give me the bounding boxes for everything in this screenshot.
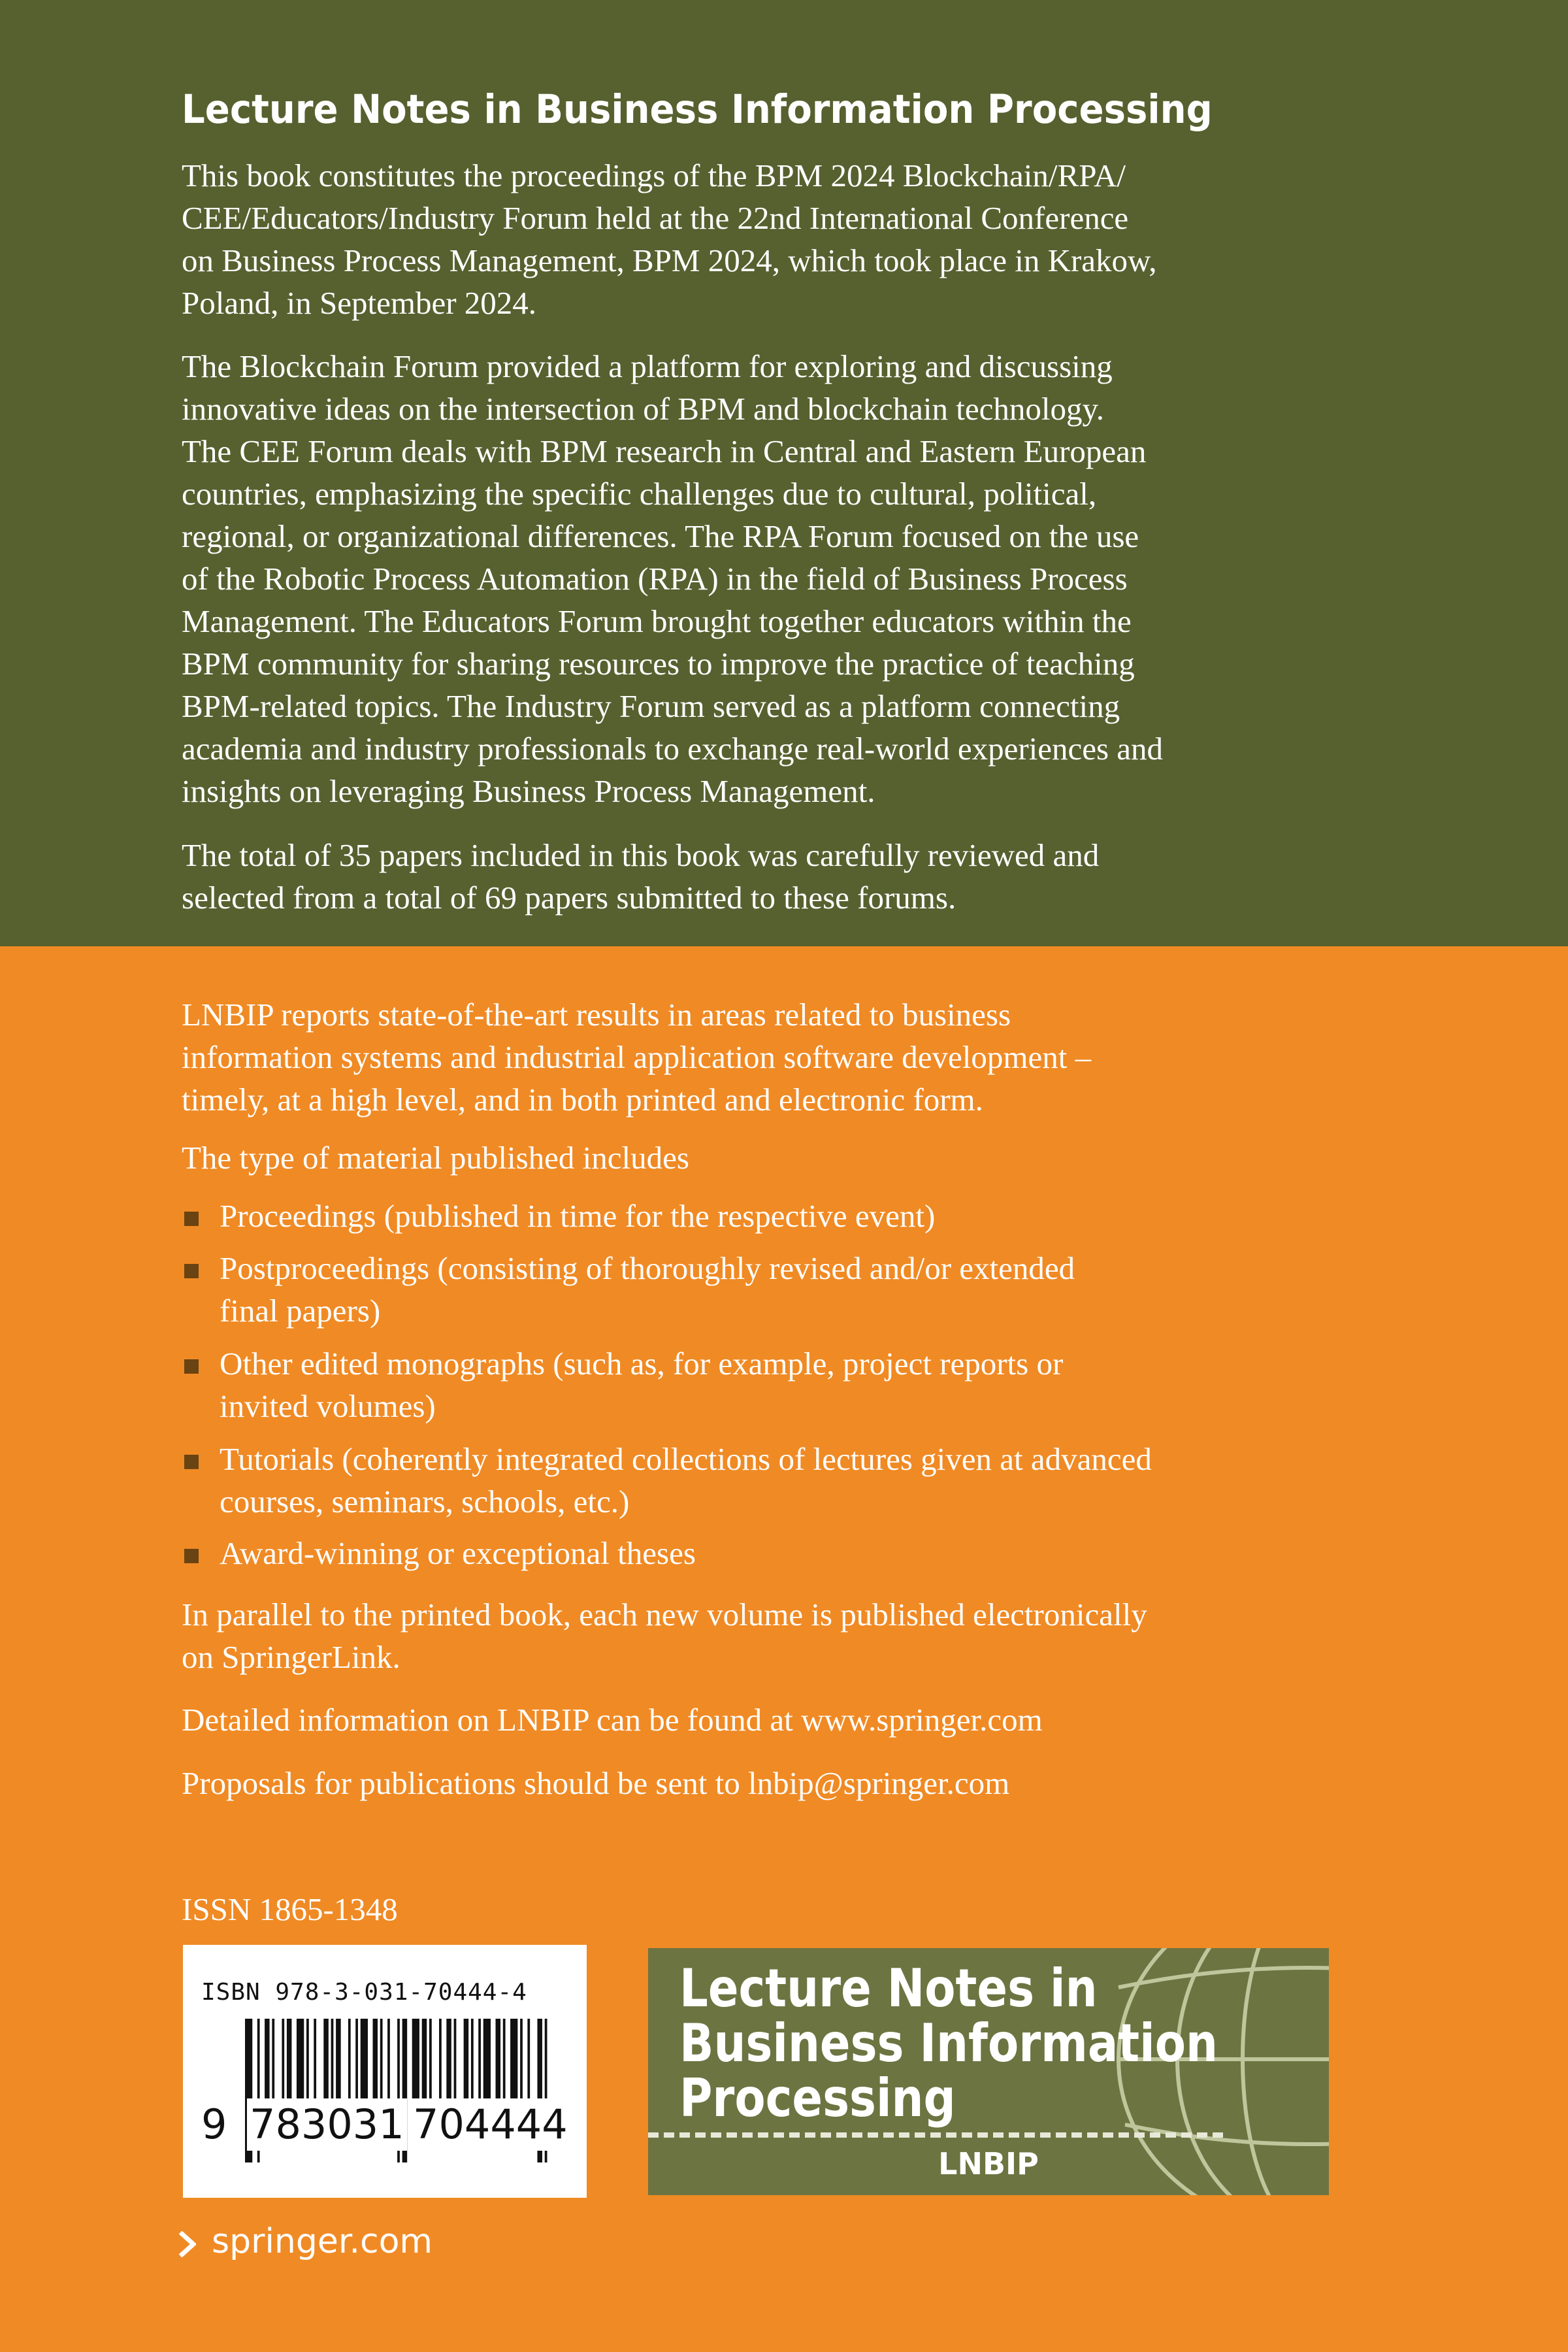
- barcode-bar: [412, 2019, 419, 2104]
- list-item-text: invited volumes): [220, 1388, 436, 1424]
- issn: ISSN 1865-1348: [182, 1891, 398, 1927]
- summary-paragraph-line: BPM-related topics. The Industry Forum served as a platform connecting: [182, 688, 1120, 724]
- ean-digits: [201, 2098, 580, 2151]
- logo-divider: [648, 2132, 1223, 2138]
- summary-paragraph-line: The CEE Forum deals with BPM research in Central and Eastern European: [182, 433, 1147, 469]
- springer-link-label: springer.com: [212, 2222, 433, 2261]
- summary-paragraph-line: innovative ideas on the intersection of BPM and blockchain technology.: [182, 391, 1105, 427]
- summary-paragraph-line: The total of 35 papers included in this book was carefully reviewed and: [182, 837, 1100, 873]
- electronic-publication-line: In parallel to the printed book, each new volume is published electronically: [182, 1597, 1147, 1632]
- barcode-bar: [471, 2019, 474, 2104]
- square-bullet-icon: [184, 1359, 199, 1374]
- barcode-bar: [454, 2019, 457, 2104]
- ean-right-group: 704444: [410, 2098, 570, 2151]
- logo-title: Lecture Notes in Business Information Processing: [679, 1958, 1218, 2128]
- summary-paragraph-line: selected from a total of 69 papers submitted to these forums.: [182, 880, 956, 916]
- barcode-bar: [429, 2019, 432, 2104]
- barcode-bar: [439, 2019, 442, 2104]
- series-intro-line: LNBIP reports state-of-the-art results in areas related to business: [182, 997, 1011, 1033]
- barcode-bar: [361, 2019, 368, 2104]
- logo-abbreviation: LNBIP: [938, 2146, 1039, 2181]
- barcode-bar: [306, 2019, 309, 2104]
- square-bullet-icon: [184, 1212, 199, 1226]
- barcode-bar: [478, 2019, 481, 2104]
- proposals-info: Proposals for publications should be sent to lnbip@springer.com: [182, 1765, 1010, 1801]
- material-heading: The type of material published includes: [182, 1140, 689, 1176]
- barcode-bar: [297, 2019, 304, 2104]
- summary-paragraph-line: Poland, in September 2024.: [182, 285, 537, 321]
- barcode-bar: [510, 2019, 517, 2104]
- list-item: [182, 1247, 1358, 1332]
- barcode-bar: [422, 2019, 427, 2104]
- barcode-bar: [355, 2019, 358, 2104]
- barcode-bar: [483, 2019, 491, 2104]
- summary-paragraph-line: academia and industry professionals to exchange real-world experiences and: [182, 731, 1164, 767]
- barcode-bar: [464, 2019, 469, 2104]
- isbn-number: ISBN 978-3-031-70444-4: [201, 1979, 527, 2006]
- barcode-bar: [503, 2019, 506, 2104]
- detailed-info: Detailed information on LNBIP can be found at www.springer.com: [182, 1702, 1043, 1738]
- list-item-text: Tutorials (coherently integrated collections of lectures given at advanced: [220, 1441, 1152, 1477]
- isbn-barcode: [183, 1945, 587, 2198]
- list-item: [182, 1342, 1358, 1427]
- summary-paragraph-line: countries, emphasizing the specific challenges due to cultural, political,: [182, 476, 1097, 512]
- barcode-bar: [282, 2019, 284, 2104]
- electronic-publication-line: on SpringerLink.: [182, 1639, 400, 1675]
- summary-paragraph-line: CEE/Educators/Industry Forum held at the 22nd International Conference: [182, 200, 1129, 236]
- summary-paragraph-line: on Business Process Management, BPM 2024, which took place in Krakow,: [182, 242, 1157, 278]
- barcode-bar: [272, 2019, 274, 2104]
- summary-paragraph-line: insights on leveraging Business Process Management.: [182, 773, 875, 809]
- list-item-text: Postproceedings (consisting of thoroughly revised and/or extended: [220, 1250, 1075, 1286]
- summary-paragraph-line: This book constitutes the proceedings of the BPM 2024 Blockchain/RPA/: [182, 157, 1126, 193]
- series-intro-line: information systems and industrial application software development –: [182, 1039, 1092, 1075]
- summary-paragraph-line: Management. The Educators Forum brought together educators within the: [182, 603, 1132, 639]
- barcode-bar: [446, 2019, 451, 2104]
- barcode-bar: [331, 2019, 334, 2104]
- series-intro-line: timely, at a high level, and in both printed and electronic form.: [182, 1082, 983, 1118]
- square-bullet-icon: [184, 1264, 199, 1278]
- list-item-text: Proceedings (published in time for the respective event): [220, 1198, 936, 1234]
- square-bullet-icon: [184, 1455, 199, 1469]
- list-item-text: courses, seminars, schools, etc.): [220, 1483, 630, 1519]
- ean-first-digit: 9: [201, 2100, 227, 2148]
- series-title: Lecture Notes in Business Information Processing: [182, 86, 1213, 133]
- barcode-bar: [323, 2019, 329, 2104]
- list-item: [182, 1195, 1358, 1237]
- summary-paragraph-line: of the Robotic Process Automation (RPA) in the field of Business Process: [182, 561, 1128, 597]
- barcode-bar: [373, 2019, 378, 2104]
- list-item-text: Other edited monographs (such as, for example, project reports or: [220, 1346, 1064, 1382]
- barcode-bar: [527, 2019, 530, 2104]
- barcode-bar: [314, 2019, 316, 2104]
- series-logo: [648, 1948, 1329, 2195]
- summary-paragraph-line: The Blockchain Forum provided a platform for exploring and discussing: [182, 348, 1113, 384]
- barcode-bar: [387, 2019, 390, 2104]
- chevron-right-icon: [178, 2231, 196, 2257]
- barcode-bar: [348, 2019, 351, 2104]
- barcode-bar: [520, 2019, 523, 2104]
- list-item-text: final papers): [220, 1293, 381, 1329]
- barcode-bar: [496, 2019, 501, 2104]
- barcode-bar: [380, 2019, 383, 2104]
- list-item: [182, 1532, 1358, 1574]
- barcode-bar: [265, 2019, 270, 2104]
- barcode-bar: [336, 2019, 341, 2104]
- list-item: [182, 1438, 1358, 1523]
- square-bullet-icon: [184, 1549, 199, 1563]
- list-item-text: Award-winning or exceptional theses: [220, 1535, 696, 1571]
- ean-left-group: 783031: [247, 2098, 407, 2151]
- summary-paragraph-line: regional, or organizational differences. The RPA Forum focused on the use: [182, 518, 1139, 554]
- barcode-bar: [287, 2019, 292, 2104]
- summary-paragraph-line: BPM community for sharing resources to improve the practice of teaching: [182, 646, 1135, 682]
